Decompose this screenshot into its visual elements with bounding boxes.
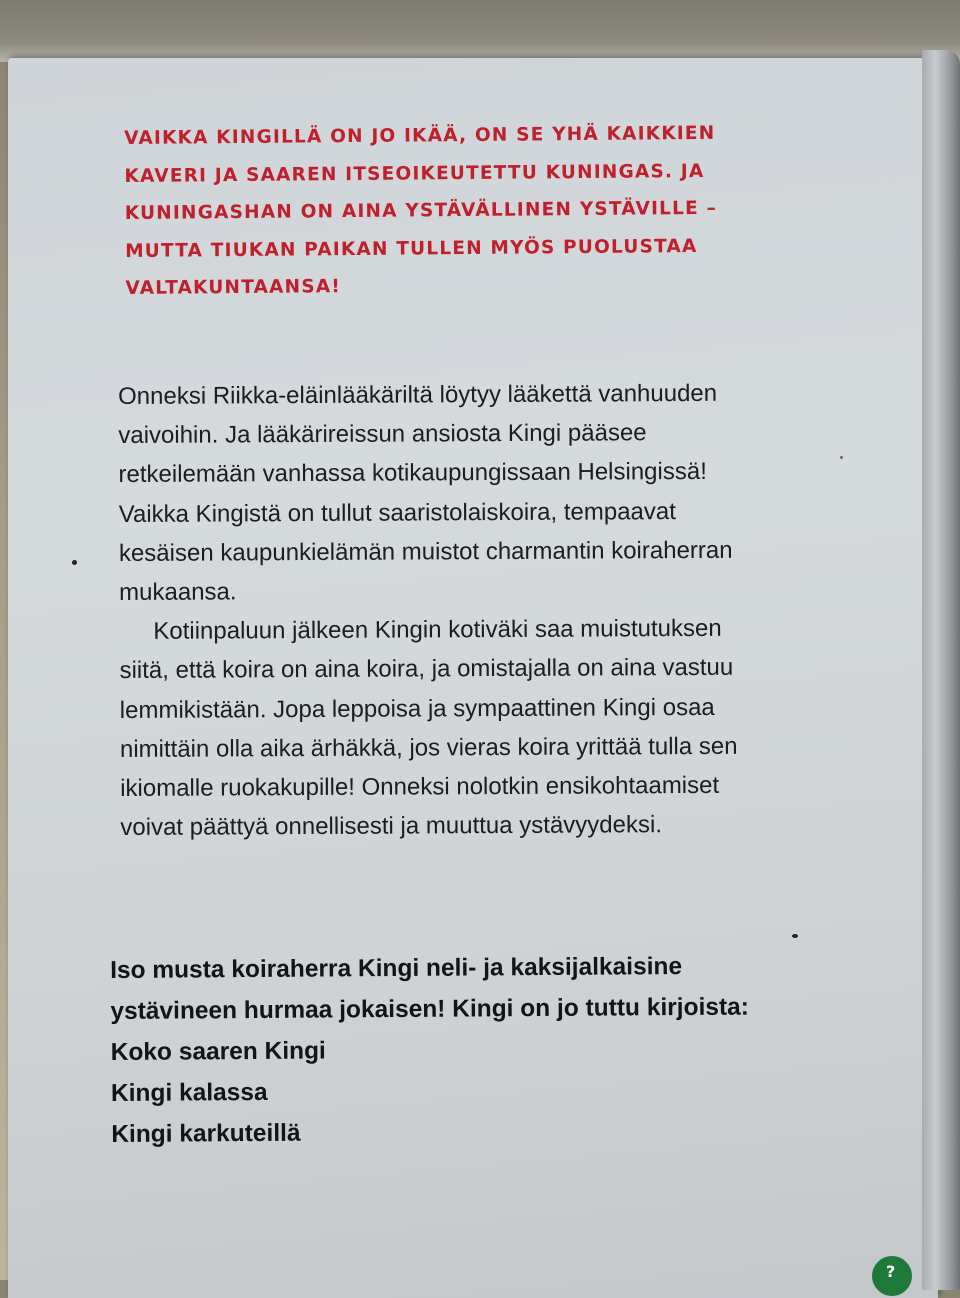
body-line: voivat päättyä onnellisesti ja muuttua ystävyydeksi. [120,811,663,842]
body-line: siitä, että koira on aina koira, ja omistajalla on aina vastuu [119,654,734,685]
body-line: mukaansa. [119,578,237,607]
red-blurb-line: KUNINGASHAN ON AINA YSTÄVÄLLINEN YSTÄVILLE – [124,197,718,224]
red-blurb-line: VAIKKA KINGILLÄ ON JO IKÄÄ, ON SE YHÄ KAIKKIEN [124,122,716,149]
dust-speck [792,934,798,938]
red-blurb-line: VALTAKUNTAANSA! [125,276,342,299]
series-info [110,945,871,1155]
body-line: kesäisen kaupunkielämän muistot charmantin koiraherran [118,536,733,567]
body-line: vaivoihin. Ja lääkärireissun ansiosta Kingi pääsee [118,419,647,450]
book-title: Kingi karkuteillä [111,1119,301,1148]
book-title: Kingi kalassa [110,1078,268,1107]
dust-speck [840,456,843,459]
book-title: Koko saaren Kingi [110,1037,326,1066]
book-spine-edge [922,50,960,1290]
description-text [118,373,820,847]
publisher-logo-mark: ? [872,1256,912,1296]
body-line: Kotiinpaluun jälkeen Kingin kotiväki saa muistutuksen [153,615,722,646]
body-line: lemmikistään. Jopa leppoisa ja sympaattinen Kingi osaa [119,693,715,724]
body-line: Onneksi Riikka-eläinlääkäriltä löytyy lääkettä vanhuuden [118,379,718,410]
dust-speck [72,560,77,565]
red-blurb-line: KAVERI JA SAAREN ITSEOIKEUTETTU KUNINGAS. JA [124,160,705,187]
body-line: nimittäin olla aika ärhäkkä, jos vieras koira yrittää tulla sen [119,732,738,763]
body-line: Vaikka Kingistä on tullut saaristolaiskoira, tempaavat [118,497,676,528]
body-line: ikiomalle ruokakupille! Onneksi nolotkin ensikohtaamiset [120,771,720,803]
series-line: ystävineen hurmaa jokaisen! Kingi on jo tuttu kirjoista: [110,993,749,1025]
red-blurb [124,114,846,308]
book-top-edge [0,0,960,62]
body-line: retkeilemään vanhassa kotikaupungissaan Helsingissä! [118,458,707,489]
series-line: Iso musta koiraherra Kingi neli- ja kaksijalkaisine [110,953,683,984]
red-blurb-line: MUTTA TIUKAN PAIKAN TULLEN MYÖS PUOLUSTAA [125,235,698,262]
